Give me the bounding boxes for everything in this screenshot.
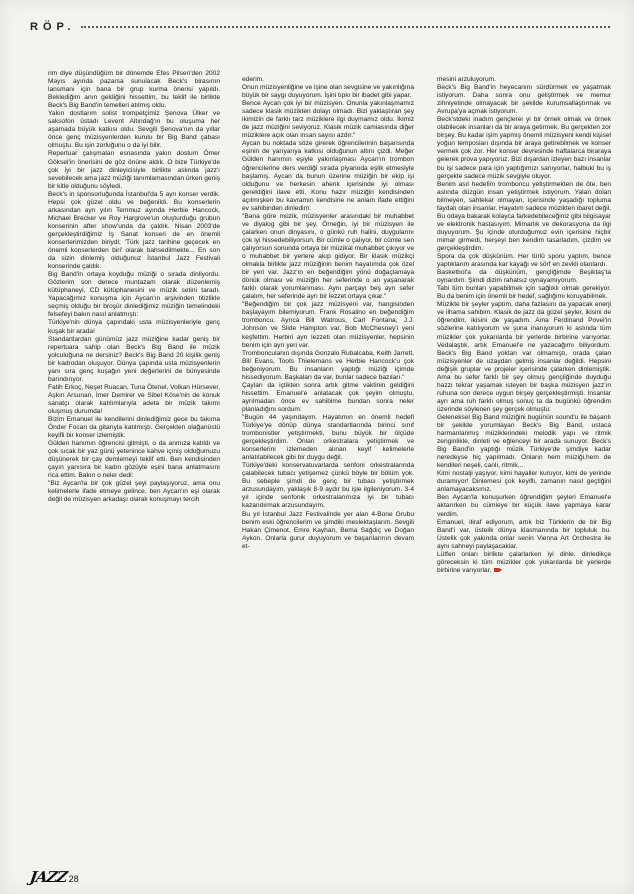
paragraph: Kimi nostalji yaşıyor, kimi hayaller kuruyor, kimi de yerinde duramıyor! Dinlemesi çok keyifli, zamanın nasıl geçtiğini anlamayacaksınız.	[437, 470, 611, 494]
paragraph-text: Lütfen onları birlikte çalarlarken iyi dinle, dinledikçe göreceksin ki tüm müzikler çok yukarılarda bir yerlerde birbirine varıyorlar.	[437, 550, 611, 574]
section-title: RÖP.	[30, 21, 76, 33]
paragraph: Tabi tüm bunları yapabilmek için sağlıklı olmak gerekiyor. Bu da benim için önemli bir hedef, sağlığımı koruyabilmek.	[437, 285, 611, 301]
paragraph: Trombonculanın dışında Gonzalo Rubalcaba, Keith Jarrett, Bill Evans, Toots Thielemans ve Herbie Hancock'u çok beğeniyorum. Bu insanların yaptığı müziği içimde hissediyorum. Başkaları da var, bunlar sadece bazıları."	[242, 349, 414, 381]
paragraph: Benim asıl hedefim tromboncu yetiştirmekten de öte, ben aslında düzgün insan yetiştirmek istiyorum. Yalan dolan bilmeyen, sahtekar olmayan, içerisinde yaşadığı topluma faydalı olan insanlar. Hayatım sadece müzikten ibaret değil. Bu odaya bakarak kolayca farkedebileceğiniz gibi bilgisayar ve elektronik hastasıyım. Mimarlık ve dekorasyona da ilgi duyuyorum. Şu içinde oturduğumuz evin içerisine hiçbir mimar girmedi, herşeyi ben kendim tasarladım, çizdim ve gerçekleştirdim.	[437, 180, 611, 252]
paragraph: rim diye düşündüğüm bir dönemde Efes Pilsen'den 2002 Mayıs ayında pazarsa sunulacak Beck's birasının lansmanı için bana bir grup kurma önerisi yapıldı. Beklediğim anın geldiğini hissettim, bu teklif ile birlikte Beck's Big Band'in temelleri atılmış oldu.	[48, 70, 220, 110]
paragraph: Repertuar çalışmaları esnasında yakın dostum Ömer Göksel'in önerisini de göz önüne aldık. O bize Türkiye'de çok iyi bir jazz dinleyicisiyle birlikte aslında jazz'ı sevebilecek ama jazz müziği tanımlamasından ürken geniş bir kitle olduğunu söyledi.	[48, 150, 220, 190]
paragraph: "Bugün 44 yaşındayım. Hayatımın en önemli hedefi Türkiye'ye dönüp dünya standartlarında birinci sınıf trombonistler yetiştirmekti, bunu büyük bir ölçüde gerçekleştirdim. Onları orkestralara yetiştirmek ve konserlerini izlemeden alınan keyif kelimelerle anlatılabilecek gibi bir duygu değil.	[242, 413, 414, 462]
paragraph: Standartlardan günümüz jazz müziğine kadar geniş bir repertuara sahip olan Beck's Big Band ile müzik yolculuğuna ne dersiniz? Beck's Big Band 20 kişilik geniş bir kadrodan oluşuyor. Dünya çapında usta müzisyenlerin yanı sıra genç kuşağın yeni değerlerini de bünyesinde barındırıyor.	[48, 335, 220, 383]
section-header	[30, 20, 610, 34]
page-number: 28	[68, 874, 79, 884]
paragraph: Türkiye'deki konservatuvarlarda senfoni orkestralarında çalabilecek tubacı yetişemez çünkü böyle bir bölüm yok. Bu sebeple şimdi de genç bir tubacı yetiştirmek arzusundayım, yaklaşık 8-9 aydır bu işle ilgileniyorum. 3-4 yıl içinde senfonik orkestralarımıza iyi bir tubacı kazandırmak arzusundayım.	[242, 462, 414, 510]
article-end-mark-icon	[494, 567, 502, 573]
paragraph: "Biz Aycan'la bir çok güzel şeyi paylaşıyoruz, ama onu kelimelerle ifade etmeye gelince, ben Aycan'ın eşi olarak değil de müzisyen arkadaşı olarak konuşmayı tercih	[48, 480, 220, 504]
paragraph: Türkiye'nin dünya çapındaki usta müzisyenleriyle genç kuşak bir arada!	[48, 319, 220, 335]
paragraph: "Beğendiğim bir çok jazz müzisyeni var, hangisinden başlayayım bilemiyorum. Frank Rosalino en beğendiğim tromboncu. Ayrıca Bill Watrous, Carl Fontana, J.J. Johnson ve Slide Hampton var. Bob McChesney'i yeni keşfettim. Herbiri ayrı lezzeti olan müzisyenler, hepsinin benim için ayrı yeri var.	[242, 301, 414, 349]
paragraph: Bizim Emanuel ile kendilerini dinlediğimiz gece bu takıma Önder Focan da gitarıyla katılmıştı. Gerçekten olağanüstü keyifli bir konser izlemiştik.	[48, 416, 220, 440]
paragraph: Beck'stdeki inadım gençlerei yi bir örnek olmak ve örnek olabilecek insanları da bir araya getirmek. Bu gerçekten zor birşey. Bu kadar işim yapmış önemli müzisyeni kendi kişisel yoğun temposları dışında bir araya getirebilmek ve konser vermek çok zor. Her konser devresinde haftalarca biraraya gelerek prova yapıyoruz. Bizi dışardan izleyen bazı insanlar bu işi sadece para için yaptığımızı sanıyorlar, halbuki bu iş gerçekte sadece müzik sevgiyle oluyor.	[437, 116, 611, 180]
article-column-1	[48, 70, 220, 860]
paragraph: Fatih Erkoç, Neşet Ruacan, Tuna Ötenel, Volkan Hürsever, Aşkın Arsunan, İmer Demirer ve Sibel Köse'nin de konuk sanatçı olarak katılımlarıyla adeta bir müzik takımı oluşmuş durumda!	[48, 383, 220, 415]
paragraph: Geleneksel Big Band müziğini bugünün sound'u ile başarılı bir şekilde yorumlayan Beck's Big Band, ustaca harmanlanmış müziklerindeki melodik yapı ve ritmik zenginlikle, dinleti ve eğlenceyi bir arada sunuyor. Beck's Big Band'in yaptığı müzik Türkiye'de şimdiye kadar neredeyse hiç yapılmadı. Onların hem müziği,hem de kendileri neşeli, canlı, ritmik...	[437, 413, 611, 470]
article-column-2	[242, 76, 414, 866]
paragraph: ederim.	[242, 76, 264, 83]
paragraph: Aycan bu noktada söze girerek öğrencilerinin başarısında eşinin de yarıyarıya katkısı olduğunun altını çizdi. Meğer Gülden hanımın eşiyle yakınlaşması Aycan'ın trombon öğrencilerine ders verdiği sırada piyanoda eşlik etmesiyle başlamış. Aycan da bunun üzerine müziğin bir ekip işi olduğunu ve herkesin ahenk içerisinde iyi olması gerektiğini ilave etti. Konu hazır müziğin kendisinden açılmışken bu kavramın kendisine ne anlam ifade ettiğini ev sahibinden dinledim:	[242, 140, 414, 212]
paragraph: Ben Aycan'la konuşurken öğrendiğim şeyleri Emanuel'e aktarırken bu cümleye bir küçük ilave yapmaya karar verdim.	[437, 494, 611, 518]
paragraph: Beck's Big Band'in heyecanını sürdürmek ve yaşatmak istiyorum. Daha sonra onu geliştirmek ve memur zihniyetinde olmayacak bir şekilde kurumsallaştırmak ve Avrupa'ya açmak istiyorum.	[437, 84, 611, 116]
paragraph: mesini arzuluyorum.	[437, 76, 496, 83]
paragraph: "Bana göre müzik, müzisyenler arasındaki bir muhabbet ve diyalog gibi bir şey. Örneğin, iyi bir müzisyen ile çalarken onun dinyasını, o günkü ruh halini, duygularını çok iyi hissedebiliyorsun. Bir cümle o çalıyor, bir cümle sen çalıyorsun sonunda ortaya bir müzikal muhabbet çıkıyor ve o muhabbet bir yerlere akıp gidiyor. Bir klasik müzikçi olmakla birlikte jazz müziğinin benim hayatımda çok özel bir yeri var. Jazz'ın en beğendiğim yönü doğaçlamaya dönük olması ve müziğin her seferinde o an yaşanarak farklı olarak yorumlanması. Aynı parçayı beş ayrı sefer çalalım, her seferinde ayrı bir lezzet ortaya çıkar."	[242, 212, 414, 301]
paragraph	[437, 551, 611, 575]
paragraph: Gülden hanımın öğrencisi gitmişti, o da anmıza katıldı ve çok sıcak bir yaz günü yetenince kahve içmiş olduğumuzu düşünerek bir çay demlemeyi teklif etti. Ben kendisinden çayın yanısıra bir kadın gözüyle eşini bana anlatmasını rica ettim. Bakın o neler dedi:	[48, 440, 220, 480]
paragraph: Basketbol'a da düşkünüm, gençliğimde Beşiktaş'ta oynardım. Şimdi dizim rahatsız oynayamıyorum.	[437, 269, 611, 285]
section-divider	[81, 26, 610, 28]
paragraph: Müzikte bir şeyler yaptım, daha fazlasını da yapacak enerji ve ilhama sahibim. Klasik de jazz da güzel şeyler, ikisini de öğrendim, ikisini de yaşadım. Ama Ferdinand Povel'in sözlerine katılıyorum ve şuna inanıyorum ki aslında tüm müzikler çok yukarılarda bir yerlerde birbirine varıyorlar. Vedalaştık, artık Emanuel'e ne yazacağımı biliyordum. Beck's Big Band yoktan var olmamıştı, orada çalan müzisyenler de uzaydan gelmiş insanlar değildi. Hepsini değişik gruplar ve projeler içerisinde çalarken dinlemiştik. Ama bu sefer farklı bir şey olmuş gençliğinde duyduğu hazzı tekrar yaşamak isteyen bir başka müzisyen jazz'ın ruhuna son derece uygun birşey gerçekleştirmişti. İnsanlar ayrı ama ruh farklı olmuş sonuç ta da bugünkü öğrendim üzerinde söylenen şey gerçek olmuştu:	[437, 301, 611, 413]
paragraph: Yakın dostlarım solist trompetçimiz Şenova Ülker ve saksofon üstadı Levent Altındağ'ın bu oluşuma her aşamada büyük katkısı oldu. Sevgili Şenova'nın da yıllar önce genç müzisyenlerden kurulu bir Big Band çabası olmuştu. Bu işin zorluğunu o da iyi bilir.	[48, 110, 220, 150]
article-column-3	[437, 76, 611, 866]
paragraph: Emanuel, itiraf ediyorum, artık biz Türklerin de bir Big Band'i var, üstelik dünya klasmanında bir topluluk bu. Üstelik çok yakında onlar senin Vienna Art Orchestra ile aynı sahneyi paylaşacaklar.	[437, 518, 611, 550]
paragraph: Onun müzisyenliğine ve işine olan sevgisine ve yakınlığına büyük bir saygı duyuyorum. İşini tıpkı bir ibadet gibi yapar.	[242, 84, 414, 100]
paragraph: Bu yıl İstanbul Jazz Festivalinde yer alan 4-Bone Grubu benim eski öğrencilerim ve şimdiki meslektaşlarım. Sevgili Hakan Çimenot, Emre Kayhan, Bema Sağdıç ve Doğan Aykon. Onlarla gurur duyuyorum ve başarılarının devam et-	[242, 510, 414, 550]
paragraph: Beck's in sponsorluğunda İstanbul'da 5 ayrı konser verdik. Hepsi çok güzel oldu ve beğenildi. Bu konserlerin arkasından ayrı yılın Temmuz ayında Herbie Hancock, Michael Brecker ve Roy Hargrove'un oluşturduğu grubun konserinin after show'unda da çaldık. Nisan 2003'de gerçekleştirdiğimiz İş Sanat konseri de en önemli konserlerimizden biriydi; 'Türk jazz tarihine geçecek en önemli konserlerden biri' olarak bahsedilmekte... En son da sizin dinlemiş olduğunuz İstanbul Jazz Festivali konserinde çaldık.	[48, 190, 220, 271]
paragraph: Spora da çok düşkünüm. Her türlü sporu yaptım, bence yaptıklarım arasında kar kayağı ve sörf en zevkli olanlardı.	[437, 253, 611, 269]
paragraph: Çayları da içtikten sonra artık gitme vaktinin geldiğini hissettim. Emanuel'e anlatacak çok şeyim olmuştu, ayrılmadan önce ev sahibime bundan sonra neler planladığını sordum:	[242, 381, 414, 413]
page-footer	[30, 868, 79, 886]
paragraph: Big Band'in ortaya koyduğu müziği o sırada dinliyordu. Gözlerim son derece muntazam olarak düzenlemiş kütüphaneyi, CD kütüphanesini ve müzik setini taradı. Yapacağımız konuşma için Aycan'ın arşivinden titizlikle seçmiş olduğu bir broşür dinlediğimiz müziğin temelindeki felsefeyi bakın nasıl anlatmıştı:	[48, 271, 220, 319]
magazine-logo: JAZZ	[28, 868, 68, 886]
paragraph: Bence Aycan çok iyi bir müzisyen. Onunla yakınlaşmamız sadece klasik müzikten dolayı olmadı. Bizi yaklaştıran şey ikimizin de farklı tarz müziklere ilgi duymamız oldu. İkimiz de jazz müziğini seviyoruz. Klasik müzik camiasında diğer müziklere açık olan insan sayısı azdır."	[242, 100, 414, 140]
